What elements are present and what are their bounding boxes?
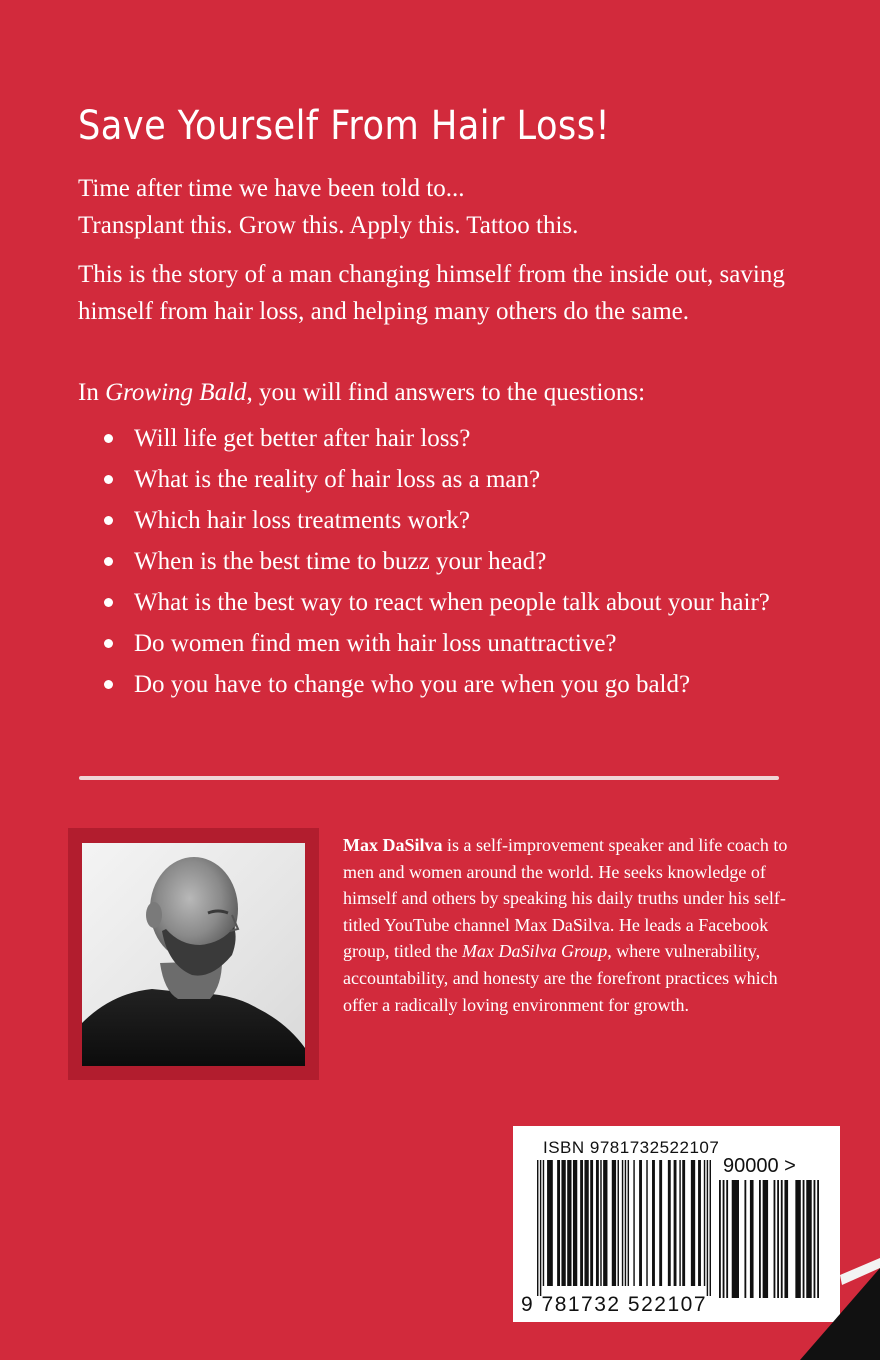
barcode-bar bbox=[567, 1160, 571, 1286]
question-text: What is the best way to react when people talk about your hair? bbox=[134, 589, 770, 616]
barcode-bar bbox=[537, 1160, 538, 1296]
list-item bbox=[78, 543, 778, 580]
barcode-bar bbox=[784, 1180, 788, 1298]
barcode-bar bbox=[726, 1180, 728, 1298]
barcode-bar bbox=[584, 1160, 588, 1286]
barcode-bar bbox=[817, 1180, 819, 1298]
isbn-label: ISBN 9781732522107 bbox=[543, 1138, 720, 1157]
barcode-bar bbox=[781, 1180, 783, 1298]
list-item bbox=[78, 420, 778, 457]
barcode-bar bbox=[557, 1160, 560, 1286]
bullet-dot-icon bbox=[104, 434, 113, 443]
bio-text-part-1: is a self-improvement speaker and life coach to men and women around the world. He seeks knowledge of himself and others by speaking his daily truths under his self-titled YouTube channel Max DaSilva. He leads a Facebook group, titled the bbox=[343, 835, 788, 962]
barcode-bar bbox=[704, 1160, 705, 1286]
barcode-bar bbox=[561, 1160, 565, 1286]
questions-intro bbox=[78, 374, 838, 411]
barcode-bar bbox=[668, 1160, 671, 1286]
barcode-bar bbox=[543, 1160, 544, 1286]
barcode-panel bbox=[513, 1126, 840, 1322]
author-photo bbox=[82, 843, 305, 1066]
author-portrait-illustration bbox=[82, 843, 305, 1066]
barcode-bar bbox=[540, 1160, 541, 1296]
barcode-bar bbox=[600, 1160, 601, 1286]
barcode-bar bbox=[633, 1160, 634, 1286]
barcode-bar bbox=[580, 1160, 583, 1286]
barcode-bar bbox=[682, 1160, 685, 1286]
bullet-dot-icon bbox=[104, 475, 113, 484]
barcode-bar bbox=[596, 1160, 599, 1286]
author-name: Max DaSilva bbox=[343, 835, 443, 855]
list-item bbox=[78, 584, 778, 621]
barcode-bar bbox=[625, 1160, 626, 1286]
barcode-bar bbox=[719, 1180, 721, 1298]
barcode-bar bbox=[679, 1160, 680, 1286]
bullet-dot-icon bbox=[104, 557, 113, 566]
list-item bbox=[78, 666, 778, 703]
questions-intro-prefix: In bbox=[78, 379, 106, 406]
addon-barcode bbox=[719, 1180, 819, 1298]
barcode-bar bbox=[744, 1180, 746, 1298]
bullet-dot-icon bbox=[104, 680, 113, 689]
barcode-bar bbox=[628, 1160, 629, 1286]
barcode-bar bbox=[674, 1160, 677, 1286]
questions-list bbox=[78, 420, 778, 707]
list-item bbox=[78, 625, 778, 662]
barcode-bar bbox=[795, 1180, 800, 1298]
question-text: Will life get better after hair loss? bbox=[134, 425, 471, 452]
barcode-bar bbox=[777, 1180, 779, 1298]
barcode-bar bbox=[603, 1160, 607, 1286]
bio-text-part-2: , where vulnerability, accountability, and honesty are the forefront practices which offer a radically loving environment for growth. bbox=[343, 941, 778, 1015]
barcode-bar bbox=[639, 1160, 642, 1286]
barcode-bar bbox=[612, 1160, 616, 1286]
barcode-bar bbox=[806, 1180, 811, 1298]
barcode-bar bbox=[622, 1160, 623, 1286]
story-paragraph: This is the story of a man changing himself from the inside out, saving himself from hair loss, and helping many others do the same. bbox=[78, 261, 785, 325]
author-photo-frame bbox=[68, 828, 319, 1080]
isbn-digits: 9 781732 522107 bbox=[521, 1293, 707, 1316]
barcode-bar bbox=[590, 1160, 593, 1286]
list-item bbox=[78, 502, 778, 539]
bullet-dot-icon bbox=[104, 598, 113, 607]
barcode-bar bbox=[763, 1180, 768, 1298]
question-text: What is the reality of hair loss as a man? bbox=[134, 466, 541, 493]
questions-intro-suffix: , you will find answers to the questions: bbox=[246, 379, 646, 406]
question-text: Which hair loss treatments work? bbox=[134, 507, 471, 534]
bullet-dot-icon bbox=[104, 516, 113, 525]
barcode-bar bbox=[710, 1160, 711, 1296]
barcode-bar bbox=[774, 1180, 776, 1298]
question-text: Do women find men with hair loss unattractive? bbox=[134, 630, 617, 657]
question-text: When is the best time to buzz your head? bbox=[134, 548, 547, 575]
group-name: Max DaSilva Group bbox=[461, 941, 608, 962]
book-title: Growing Bald bbox=[105, 379, 247, 406]
headline: Save Yourself From Hair Loss! bbox=[78, 103, 611, 149]
barcode-bar bbox=[547, 1160, 553, 1286]
barcode-bar bbox=[707, 1160, 708, 1296]
barcode-bar bbox=[659, 1160, 662, 1286]
list-item bbox=[78, 461, 778, 498]
question-text: Do you have to change who you are when you go bald? bbox=[134, 671, 691, 698]
barcode-bar bbox=[698, 1160, 701, 1286]
barcode-bar bbox=[691, 1160, 695, 1286]
barcode-bar bbox=[732, 1180, 739, 1298]
barcode-bar bbox=[646, 1160, 647, 1286]
barcode-bar bbox=[759, 1180, 761, 1298]
barcode-bar bbox=[573, 1160, 577, 1286]
section-divider bbox=[79, 776, 779, 780]
author-bio bbox=[343, 832, 803, 1018]
intro-line-1: Time after time we have been told to... bbox=[78, 175, 465, 202]
barcode-bar bbox=[814, 1180, 816, 1298]
barcode-bar bbox=[803, 1180, 805, 1298]
barcode-bar bbox=[652, 1160, 655, 1286]
bullet-dot-icon bbox=[104, 639, 113, 648]
price-code: 90000 > bbox=[723, 1155, 796, 1177]
ean13-barcode bbox=[537, 1160, 711, 1296]
barcode-bar bbox=[618, 1160, 619, 1286]
intro-block bbox=[78, 170, 838, 244]
intro-line-2: Transplant this. Grow this. Apply this. Tattoo this. bbox=[78, 212, 579, 239]
barcode-bar bbox=[750, 1180, 754, 1298]
barcode-bar bbox=[723, 1180, 725, 1298]
